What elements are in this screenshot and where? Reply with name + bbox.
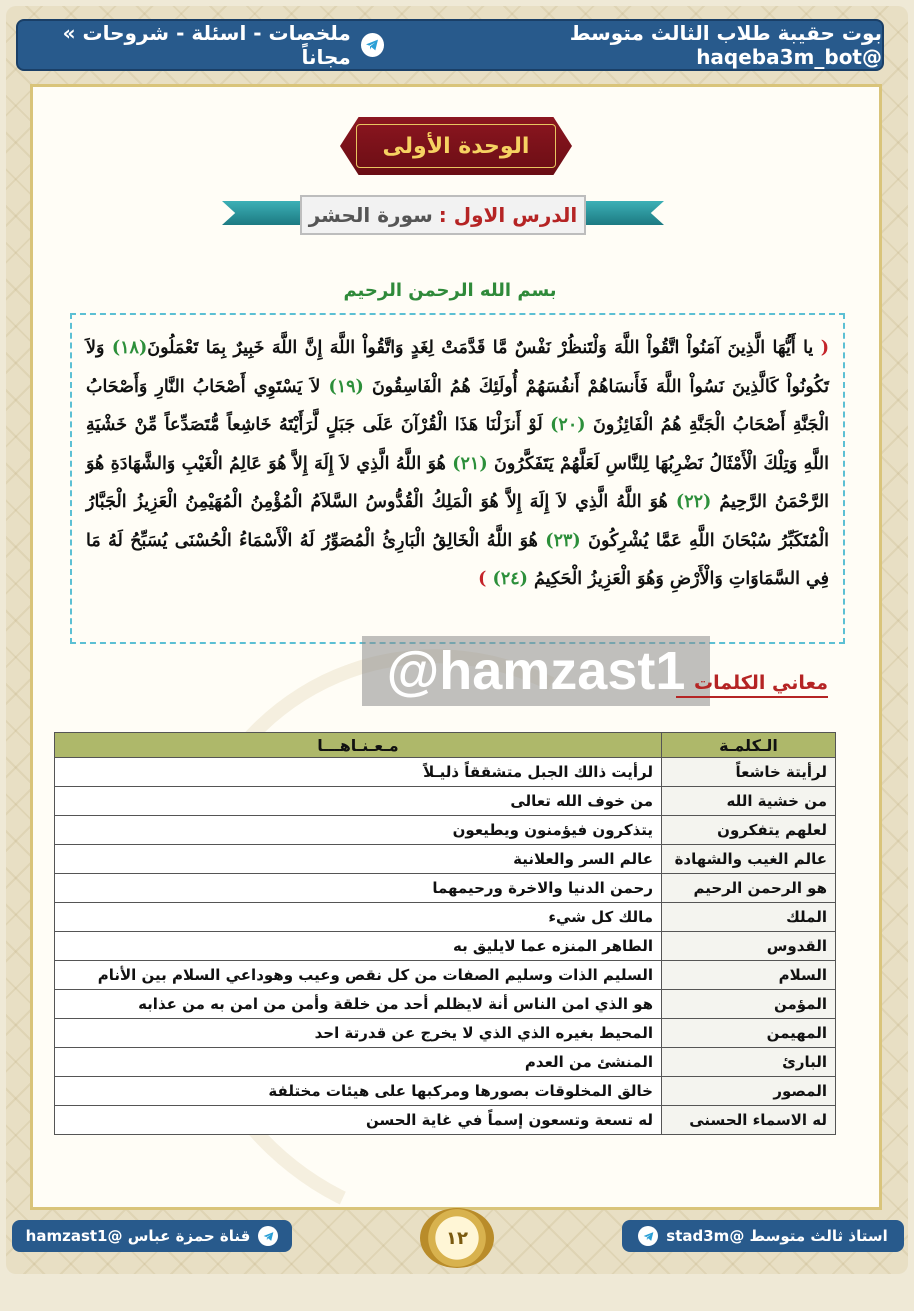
word-cell: لرأيتة خاشعاً bbox=[662, 758, 836, 787]
table-row bbox=[55, 816, 836, 845]
table-row bbox=[55, 787, 836, 816]
word-cell: عالم الغيب والشهادة bbox=[662, 845, 836, 874]
verse-number-18: (١٨) bbox=[111, 338, 148, 358]
header-banner[interactable] bbox=[16, 19, 884, 71]
verse-number-19: (١٩) bbox=[328, 376, 364, 397]
meaning-cell: يتذكرون فيؤمنون ويطيعون bbox=[55, 816, 662, 845]
verse-22: هُوَ اللَّهُ الَّذِي لاَ إِلَهَ إِلاَّ هُوَ عَالِمُ الْغَيْبِ وَالشَّهَادَةِ هُوَ الرَّحْمَنُ الرَّحِيمُ bbox=[86, 453, 830, 512]
meaning-cell: الطاهر المنزه عما لايليق به bbox=[55, 932, 662, 961]
table-row bbox=[55, 1019, 836, 1048]
word-cell: الملك bbox=[662, 903, 836, 932]
verse-number-24: (٢٤) bbox=[492, 569, 528, 589]
lesson-label: الدرس الاول : bbox=[438, 203, 578, 227]
meaning-cell: المنشئ من العدم bbox=[55, 1048, 662, 1077]
page-number: ١٢ bbox=[446, 1227, 468, 1249]
meaning-cell: له تسعة وتسعون إسماً في غاية الحسن bbox=[55, 1106, 662, 1135]
verse-number-20: (٢٠) bbox=[550, 415, 586, 435]
verse-number-22: (٢٢) bbox=[675, 492, 712, 512]
table-row bbox=[55, 932, 836, 961]
word-cell: لعلهم يتفكرون bbox=[662, 816, 836, 845]
word-cell: المؤمن bbox=[662, 990, 836, 1019]
table-row bbox=[55, 874, 836, 903]
verses-box bbox=[70, 313, 845, 644]
meaning-cell: مالك كل شيء bbox=[55, 903, 662, 932]
watermark-handle: @hamzast1 bbox=[362, 636, 710, 706]
verse-18: يا أَيُّهَا الَّذِينَ آمَنُواْ اتَّقُواْ اللَّهَ وَلْتَنظُرْ نَفْسٌ مَّا قَدَّمَتْ لِغَدٍ وَاتَّقُواْ اللَّهَ إِنَّ اللَّهَ خَبِيرٌ بِمَا تَعْمَلُونَ bbox=[147, 338, 814, 358]
banner-text: ملخصات - اسئلة - شروحات » مجاناً bbox=[62, 21, 351, 69]
table-row bbox=[55, 961, 836, 990]
unit-title: الوحدة الأولى bbox=[382, 133, 530, 159]
telegram-icon bbox=[258, 1226, 278, 1246]
meaning-cell: خالق المخلوقات بصورها ومركبها على هيئات مختلفة bbox=[55, 1077, 662, 1106]
banner-channel: بوت حقيبة طلاب الثالث متوسط @haqeba3m_bot bbox=[569, 21, 882, 69]
verse-number-23: (٢٣) bbox=[545, 530, 581, 551]
word-cell: المصور bbox=[662, 1077, 836, 1106]
verse-open-bracket: ( bbox=[820, 338, 829, 358]
telegram-icon bbox=[361, 33, 384, 57]
verse-20: لاَ يَسْتَوِي أَصْحَابُ النَّارِ وَأَصْحَابُ الْجَنَّةِ أَصْحَابُ الْجَنَّةِ هُمُ الْفَائِزُونَ bbox=[86, 376, 830, 435]
basmala: بسم الله الرحمن الرحيم bbox=[343, 280, 557, 301]
footer-right-text: استاذ ثالث متوسط @stad3m bbox=[666, 1227, 888, 1245]
table-row bbox=[55, 758, 836, 787]
verse-number-21: (٢١) bbox=[452, 453, 488, 474]
verse-close-bracket: ) bbox=[478, 569, 487, 589]
verse-19: وَلاَ تَكُونُواْ كَالَّذِينَ نَسُواْ اللَّهَ فَأَنسَاهُمْ أَنفُسَهُمْ أُولَئِكَ هُمُ الْفَاسِقُونَ bbox=[86, 338, 829, 397]
table-row bbox=[55, 1077, 836, 1106]
unit-title-banner bbox=[340, 117, 572, 175]
verse-24: هُوَ اللَّهُ الْخَالِقُ الْبَارِئُ الْمُصَوِّرُ لَهُ الْأَسْمَاءُ الْحُسْنَى يُسَبِّحُ لَهُ مَا فِي السَّمَاوَاتِ وَالْأَرْضِ وَهُوَ الْعَزِيزُ الْحَكِيمُ bbox=[86, 530, 829, 589]
meanings-heading: معاني الكلمات bbox=[676, 672, 828, 698]
word-cell: له الاسماء الحسنى bbox=[662, 1106, 836, 1135]
telegram-icon bbox=[638, 1226, 658, 1246]
column-header-meaning: مـعـنـاهـــا bbox=[55, 733, 662, 758]
table-row bbox=[55, 1048, 836, 1077]
word-meanings-table bbox=[54, 732, 836, 1135]
meaning-cell: المحيط بغيره الذي الذي لا يخرج عن قدرتة احد bbox=[55, 1019, 662, 1048]
meaning-cell: هو الذي امن الناس أنة لايظلم أحد من خلقة وأمن من امن به من عذابه bbox=[55, 990, 662, 1019]
footer-left-text: قناة حمزة عباس @hamzast1 bbox=[25, 1227, 251, 1245]
word-cell: السلام bbox=[662, 961, 836, 990]
column-header-word: الـكلمـة bbox=[662, 733, 836, 758]
meaning-cell: السليم الذات وسليم الصفات من كل نقص وعيب وهوداعي السلام بين الأنام bbox=[55, 961, 662, 990]
verse-21: لَوْ أَنزَلْنَا هَذَا الْقُرْآنَ عَلَى جَبَلٍ لَّرَأَيْتَهُ خَاشِعاً مُّتَصَدِّعاً مِّنْ خَشْيَةِ اللَّهِ وَتِلْكَ الْأَمْثَالُ نَضْرِبُهَا لِلنَّاسِ لَعَلَّهُمْ يَتَفَكَّرُونَ bbox=[86, 415, 829, 474]
word-cell: البارئ bbox=[662, 1048, 836, 1077]
table-row bbox=[55, 903, 836, 932]
footer-teacher-link[interactable] bbox=[622, 1220, 904, 1252]
meaning-cell: عالم السر والعلانية bbox=[55, 845, 662, 874]
lesson-ribbon bbox=[222, 195, 664, 237]
verse-23: هُوَ اللَّهُ الَّذِي لاَ إِلَهَ إِلاَّ هُوَ الْمَلِكُ الْقُدُّوسُ السَّلاَمُ الْمُؤْمِنُ الْمُهَيْمِنُ الْعَزِيزُ الْجَبَّارُ الْمُتَكَبِّرُ سُبْحَانَ اللَّهِ عَمَّا يُشْرِكُونَ bbox=[86, 492, 830, 551]
meaning-cell: لرأيت ذالك الجبل متشققاً ذليـلاً bbox=[55, 758, 662, 787]
footer-channel-link[interactable] bbox=[12, 1220, 292, 1252]
table-row bbox=[55, 845, 836, 874]
word-cell: المهيمن bbox=[662, 1019, 836, 1048]
table-row bbox=[55, 990, 836, 1019]
lesson-title: سورة الحشر bbox=[308, 203, 433, 227]
meaning-cell: من خوف الله تعالى bbox=[55, 787, 662, 816]
word-cell: هو الرحمن الرحيم bbox=[662, 874, 836, 903]
page-number-badge bbox=[420, 1208, 494, 1268]
meaning-cell: رحمن الدنيا والاخرة ورحيمهما bbox=[55, 874, 662, 903]
table-row bbox=[55, 1106, 836, 1135]
word-cell: القدوس bbox=[662, 932, 836, 961]
word-cell: من خشية الله bbox=[662, 787, 836, 816]
